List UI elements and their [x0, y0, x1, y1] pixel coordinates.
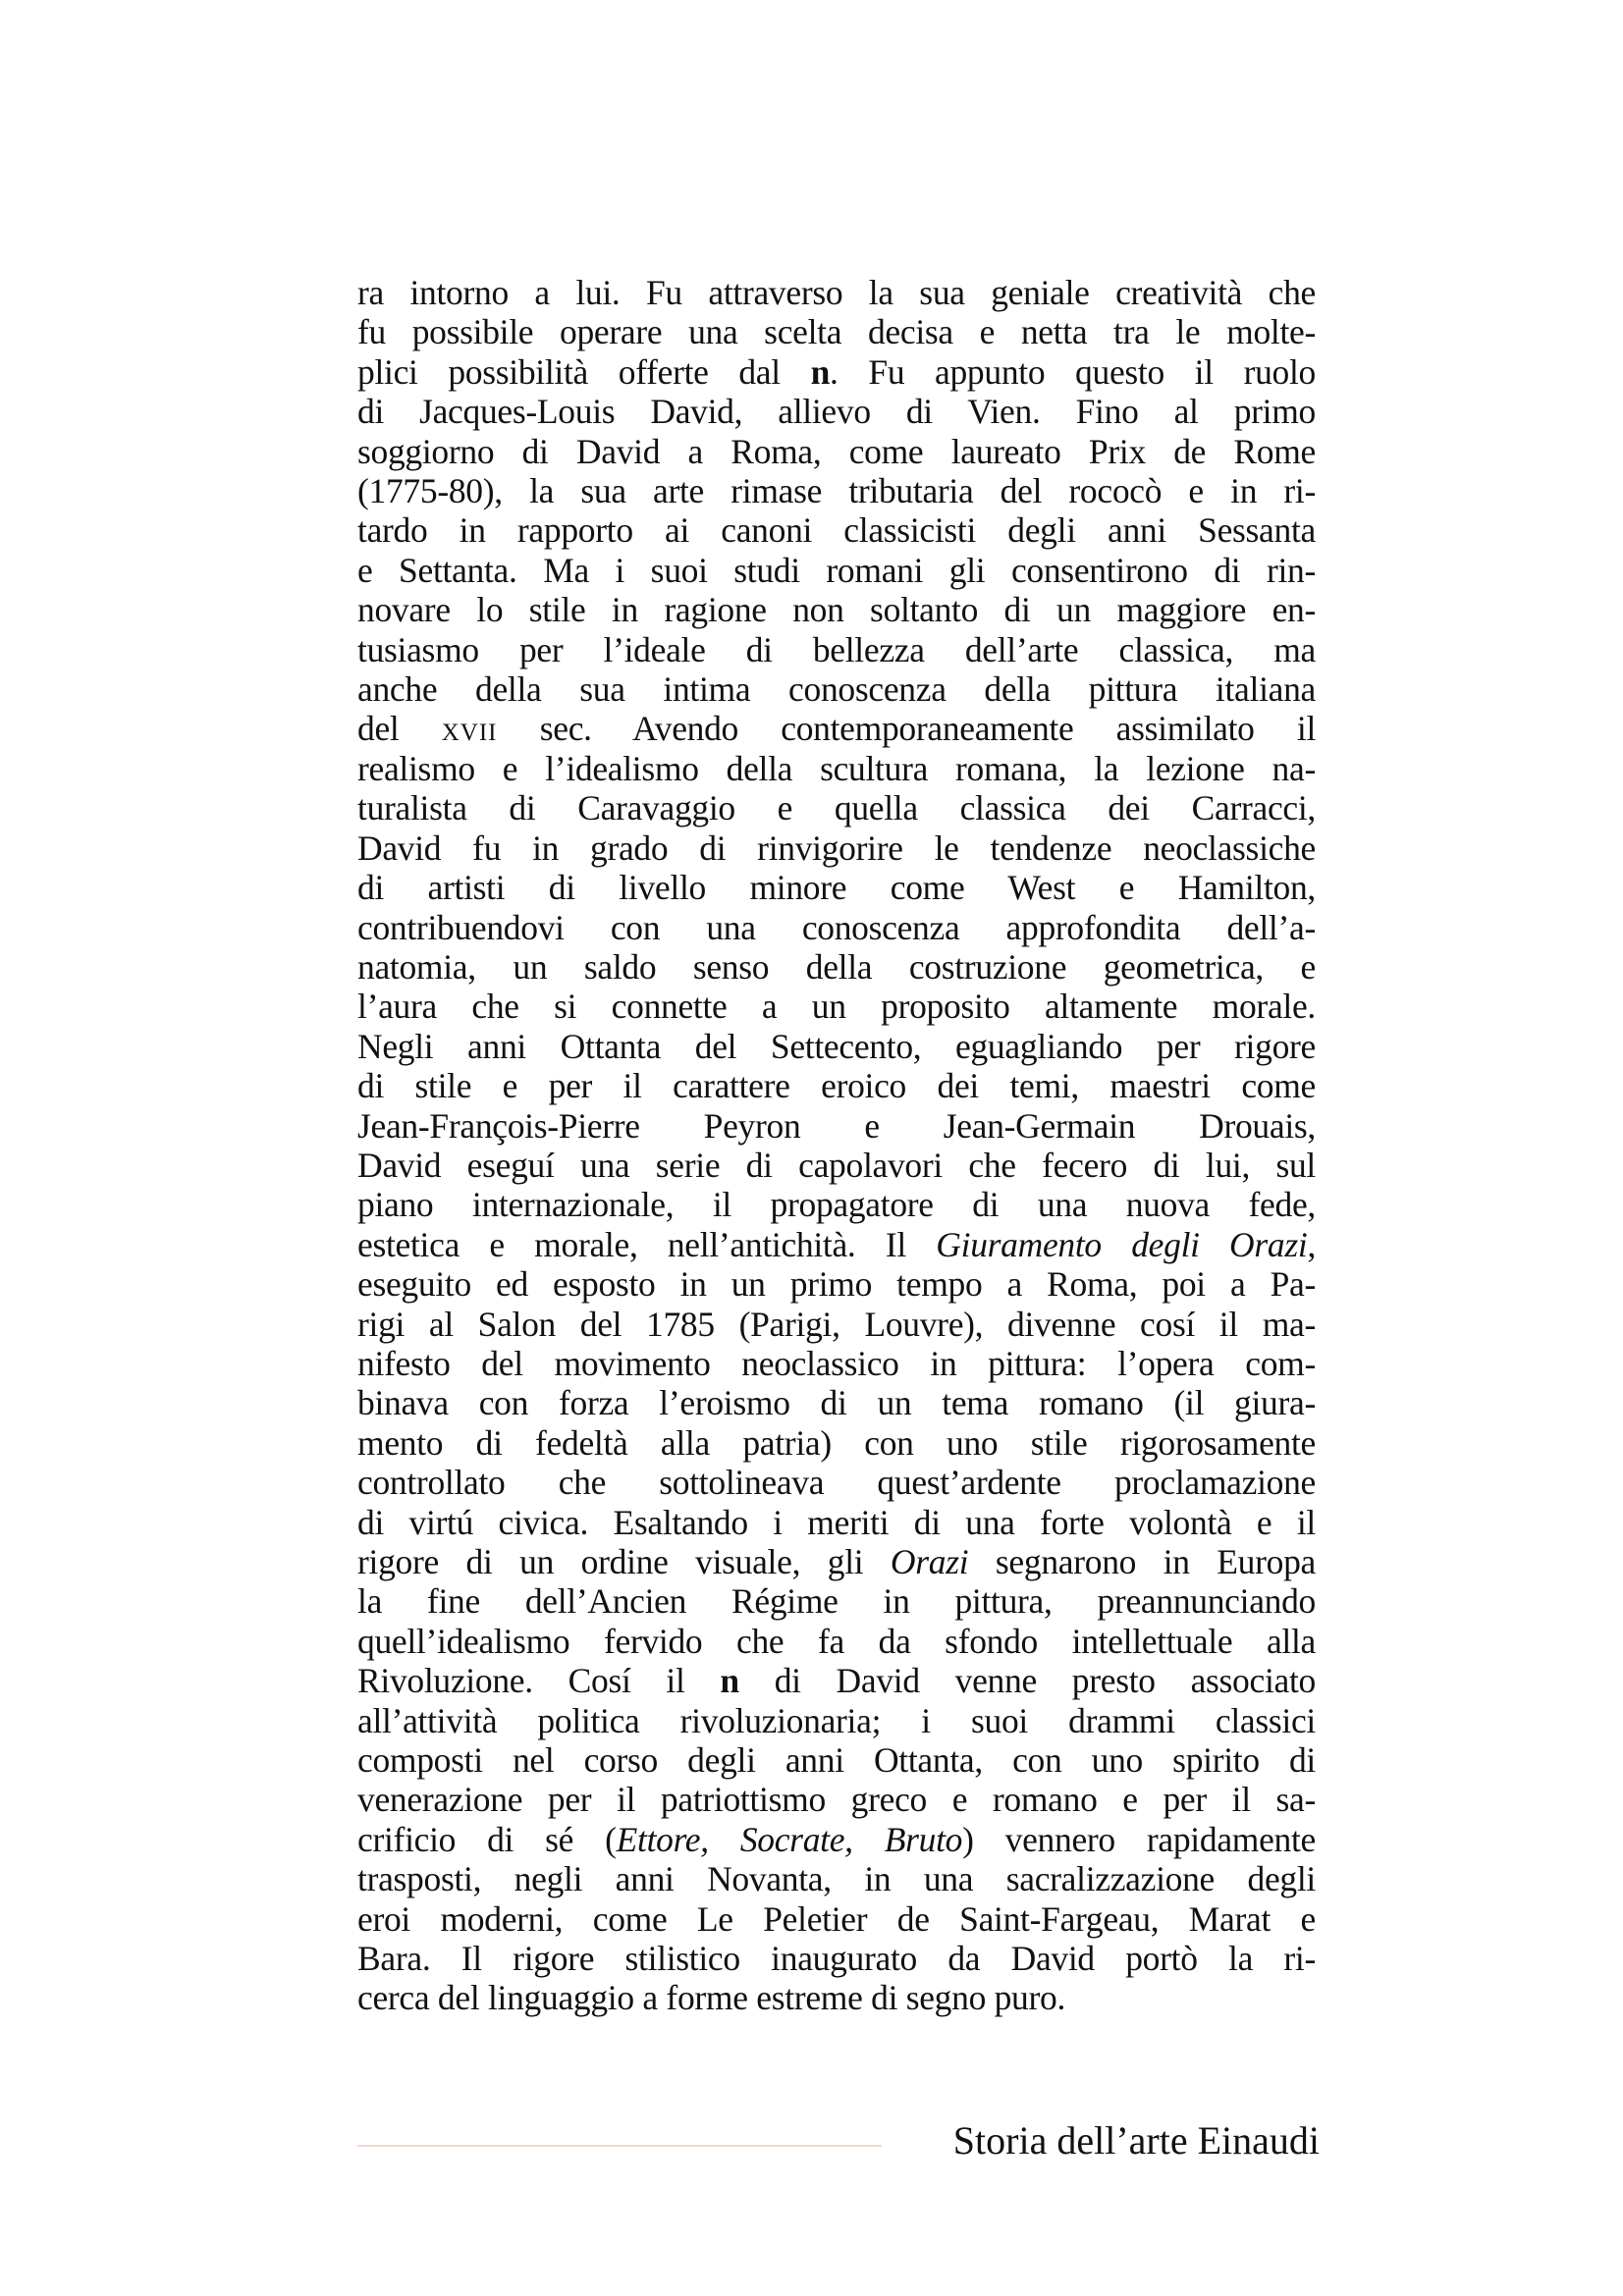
- text-line: tusiasmo per l’ideale di bellezza dell’arte classica, ma: [357, 629, 1316, 669]
- text-line: (1775-80), la sua arte rimase tributaria del rococò e in ri-: [357, 471, 1316, 511]
- italic-title-orazi: Orazi: [890, 1542, 969, 1581]
- body-text: [357, 273, 1316, 2018]
- text-run: . Fu appunto questo il ruolo: [830, 351, 1317, 392]
- bold-letter-n: n: [810, 351, 831, 392]
- text-line: contribuendovi con una conoscenza approfondita dell’a-: [357, 907, 1316, 947]
- text-line: Bara. Il rigore stilistico inaugurato da David portò la ri-: [357, 1939, 1316, 1979]
- footer-rule: [357, 2145, 882, 2147]
- small-caps-century: xvii: [441, 709, 498, 749]
- text-line: David eseguí una serie di capolavori che fecero di lui, sul: [357, 1145, 1316, 1185]
- text-run: crificio di sé (: [357, 1819, 617, 1859]
- text-line: di artisti di livello minore come West e Hamilton,: [357, 868, 1316, 908]
- footer-title: Storia dell’arte Einaudi: [952, 2118, 1320, 2163]
- text-run: sec. Avendo contemporaneamente assimilato il: [497, 709, 1317, 749]
- text-line: rigi al Salon del 1785 (Parigi, Louvre), divenne cosí il ma-: [357, 1304, 1316, 1344]
- text-line: [357, 1820, 1316, 1859]
- italic-title-giuramento: Giuramento degli Orazi: [936, 1224, 1308, 1264]
- text-line: [357, 709, 1316, 748]
- text-line: nifesto del movimento neoclassico in pittura: l’opera com-: [357, 1343, 1316, 1383]
- text-line: eroi moderni, come Le Peletier de Saint-Fargeau, Marat e: [357, 1898, 1316, 1939]
- text-line: Jean-François-Pierre Peyron e Jean-Germain Drouais,: [357, 1105, 1316, 1146]
- text-line: di virtú civica. Esaltando i meriti di una forte volontà e il: [357, 1502, 1316, 1542]
- text-run: Rivoluzione. Cosí il: [357, 1661, 721, 1701]
- text-run: estetica e morale, nell’antichità. Il: [357, 1224, 937, 1264]
- text-run: ,: [1307, 1224, 1317, 1264]
- text-run: di David venne presto associato: [738, 1661, 1316, 1701]
- text-line: l’aura che si connette a un proposito altamente morale.: [357, 987, 1316, 1027]
- text-line: di Jacques-Louis David, allievo di Vien. Fino al primo: [357, 392, 1316, 432]
- text-line: e Settanta. Ma i suoi studi romani gli consentirono di rin-: [357, 550, 1316, 590]
- text-line: tardo in rapporto ai canoni classicisti degli anni Sessanta: [357, 510, 1316, 551]
- text-line: Negli anni Ottanta del Settecento, eguagliando per rigore: [357, 1026, 1316, 1066]
- text-line: [357, 352, 1316, 392]
- text-line: composti nel corso degli anni Ottanta, con uno spirito di: [357, 1740, 1316, 1781]
- text-line: ra intorno a lui. Fu attraverso la sua geniale creatività che: [357, 273, 1316, 312]
- text-line: trasposti, negli anni Novanta, in una sacralizzazione degli: [357, 1859, 1316, 1899]
- text-line: novare lo stile in ragione non soltanto di un maggiore en-: [357, 590, 1316, 630]
- italic-works-list: Ettore, Socrate, Bruto: [616, 1819, 963, 1859]
- text-line: piano internazionale, il propagatore di una nuova fede,: [357, 1185, 1316, 1225]
- text-line: controllato che sottolineava quest’ardente proclamazione: [357, 1463, 1316, 1503]
- text-line: binava con forza l’eroismo di un tema romano (il giura-: [357, 1383, 1316, 1423]
- text-line: di stile e per il carattere eroico dei temi, maestri come: [357, 1066, 1316, 1106]
- text-line: turalista di Caravaggio e quella classica dei Carracci,: [357, 788, 1316, 828]
- text-line: [357, 1225, 1316, 1264]
- bold-letter-n: n: [720, 1661, 739, 1701]
- text-line: fu possibile operare una scelta decisa e netta tra le molte-: [357, 312, 1316, 352]
- text-line: soggiorno di David a Roma, come laureato Prix de Rome: [357, 431, 1316, 471]
- text-run: segnarono in Europa: [968, 1542, 1317, 1581]
- text-line: all’attività politica rivoluzionaria; i suoi drammi classici: [357, 1700, 1316, 1740]
- page-footer: [357, 2115, 1320, 2170]
- text-line: [357, 1542, 1316, 1581]
- text-run: ) vennero rapidamente: [962, 1819, 1317, 1859]
- text-line: mento di fedeltà alla patria) con uno stile rigorosamente: [357, 1422, 1316, 1463]
- text-line-last: cerca del linguaggio a forme estreme di segno puro.: [357, 1978, 1066, 2018]
- text-run: del: [357, 709, 442, 749]
- text-run: plici possibilità offerte dal: [357, 351, 811, 392]
- text-line: realismo e l’idealismo della scultura romana, la lezione na-: [357, 748, 1316, 788]
- text-run: rigore di un ordine visuale, gli: [357, 1542, 891, 1581]
- text-line: la fine dell’Ancien Régime in pittura, preannunciando: [357, 1581, 1316, 1622]
- text-line: eseguito ed esposto in un primo tempo a Roma, poi a Pa-: [357, 1264, 1316, 1305]
- text-line: anche della sua intima conoscenza della pittura italiana: [357, 669, 1316, 710]
- text-line: quell’idealismo fervido che fa da sfondo intellettuale alla: [357, 1621, 1316, 1661]
- text-line: venerazione per il patriottismo greco e romano e per il sa-: [357, 1780, 1316, 1820]
- text-line: David fu in grado di rinvigorire le tendenze neoclassiche: [357, 828, 1316, 868]
- text-line: natomia, un saldo senso della costruzione geometrica, e: [357, 946, 1316, 987]
- text-line: [357, 1661, 1316, 1700]
